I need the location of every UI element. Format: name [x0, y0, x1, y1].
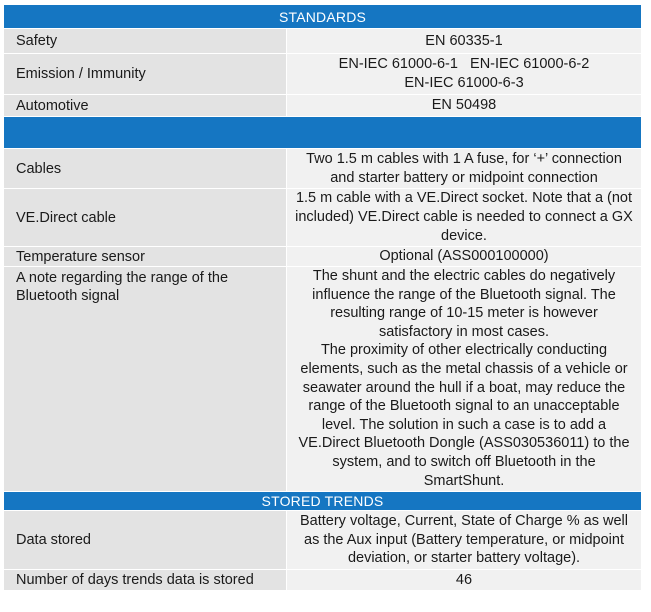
row-value: 46	[287, 570, 641, 590]
section-title: STANDARDS	[278, 8, 367, 25]
table-row-temperature-sensor	[4, 247, 641, 267]
row-value: 1.5 m cable with a VE.Direct socket. Note that a (not included) VE.Direct cable is needed to connect a GX device.	[287, 189, 641, 246]
table-row-automotive	[4, 95, 641, 117]
row-value	[287, 267, 641, 491]
table-row-safety	[4, 29, 641, 54]
value-paragraph: The proximity of other electrically conducting elements, such as the metal chassis of a vehicle or seawater around the hull if a boat, may reduce the range of the Bluetooth signal to an unacceptable level. The solution in such a case is to add a VE.Direct Bluetooth Dongle (ASS030536011) to the system, and to switch off Bluetooth in the SmartShunt.	[298, 342, 630, 489]
value-paragraph: The shunt and the electric cables do negatively influence the range of the Bluetooth signal. The resulting range of 10-15 meter is however satisfactory in most cases.	[312, 268, 616, 340]
table-row-trend-days	[4, 570, 641, 591]
value-line: EN-IEC 61000-6-3	[404, 74, 524, 91]
row-value: Battery voltage, Current, State of Charge % as well as the Aux input (Battery temperature, or midpoint deviation, or starter battery voltage).	[287, 511, 641, 569]
row-value: EN 50498	[287, 95, 641, 116]
row-label: Automotive	[4, 95, 287, 116]
table-row-data-stored	[4, 511, 641, 570]
spec-table	[4, 5, 641, 591]
row-value: EN 60335-1	[287, 29, 641, 53]
section-header-stored-trends	[4, 492, 641, 511]
row-label: VE.Direct cable	[4, 189, 287, 246]
row-value	[287, 54, 641, 94]
section-title: STORED TRENDS	[261, 493, 384, 509]
table-row-emission	[4, 54, 641, 95]
section-header-accessories	[4, 117, 641, 149]
row-label: Emission / Immunity	[4, 54, 287, 94]
row-value: Optional (ASS000100000)	[287, 247, 641, 266]
row-label: Temperature sensor	[4, 247, 287, 266]
row-label: Safety	[4, 29, 287, 53]
table-row-vedirect-cable	[4, 189, 641, 247]
table-row-bluetooth-note	[4, 267, 641, 492]
row-label: Cables	[4, 149, 287, 188]
row-value: Two 1.5 m cables with 1 A fuse, for ‘+’ connection and starter battery or midpoint connection	[287, 149, 641, 188]
table-row-cables	[4, 149, 641, 189]
row-label: Number of days trends data is stored	[4, 570, 287, 590]
row-label: Data stored	[4, 511, 287, 569]
row-label: A note regarding the range of the Bluetooth signal	[4, 267, 287, 491]
value-line: EN-IEC 61000-6-1 EN-IEC 61000-6-2	[338, 56, 590, 72]
section-header-standards	[4, 5, 641, 29]
